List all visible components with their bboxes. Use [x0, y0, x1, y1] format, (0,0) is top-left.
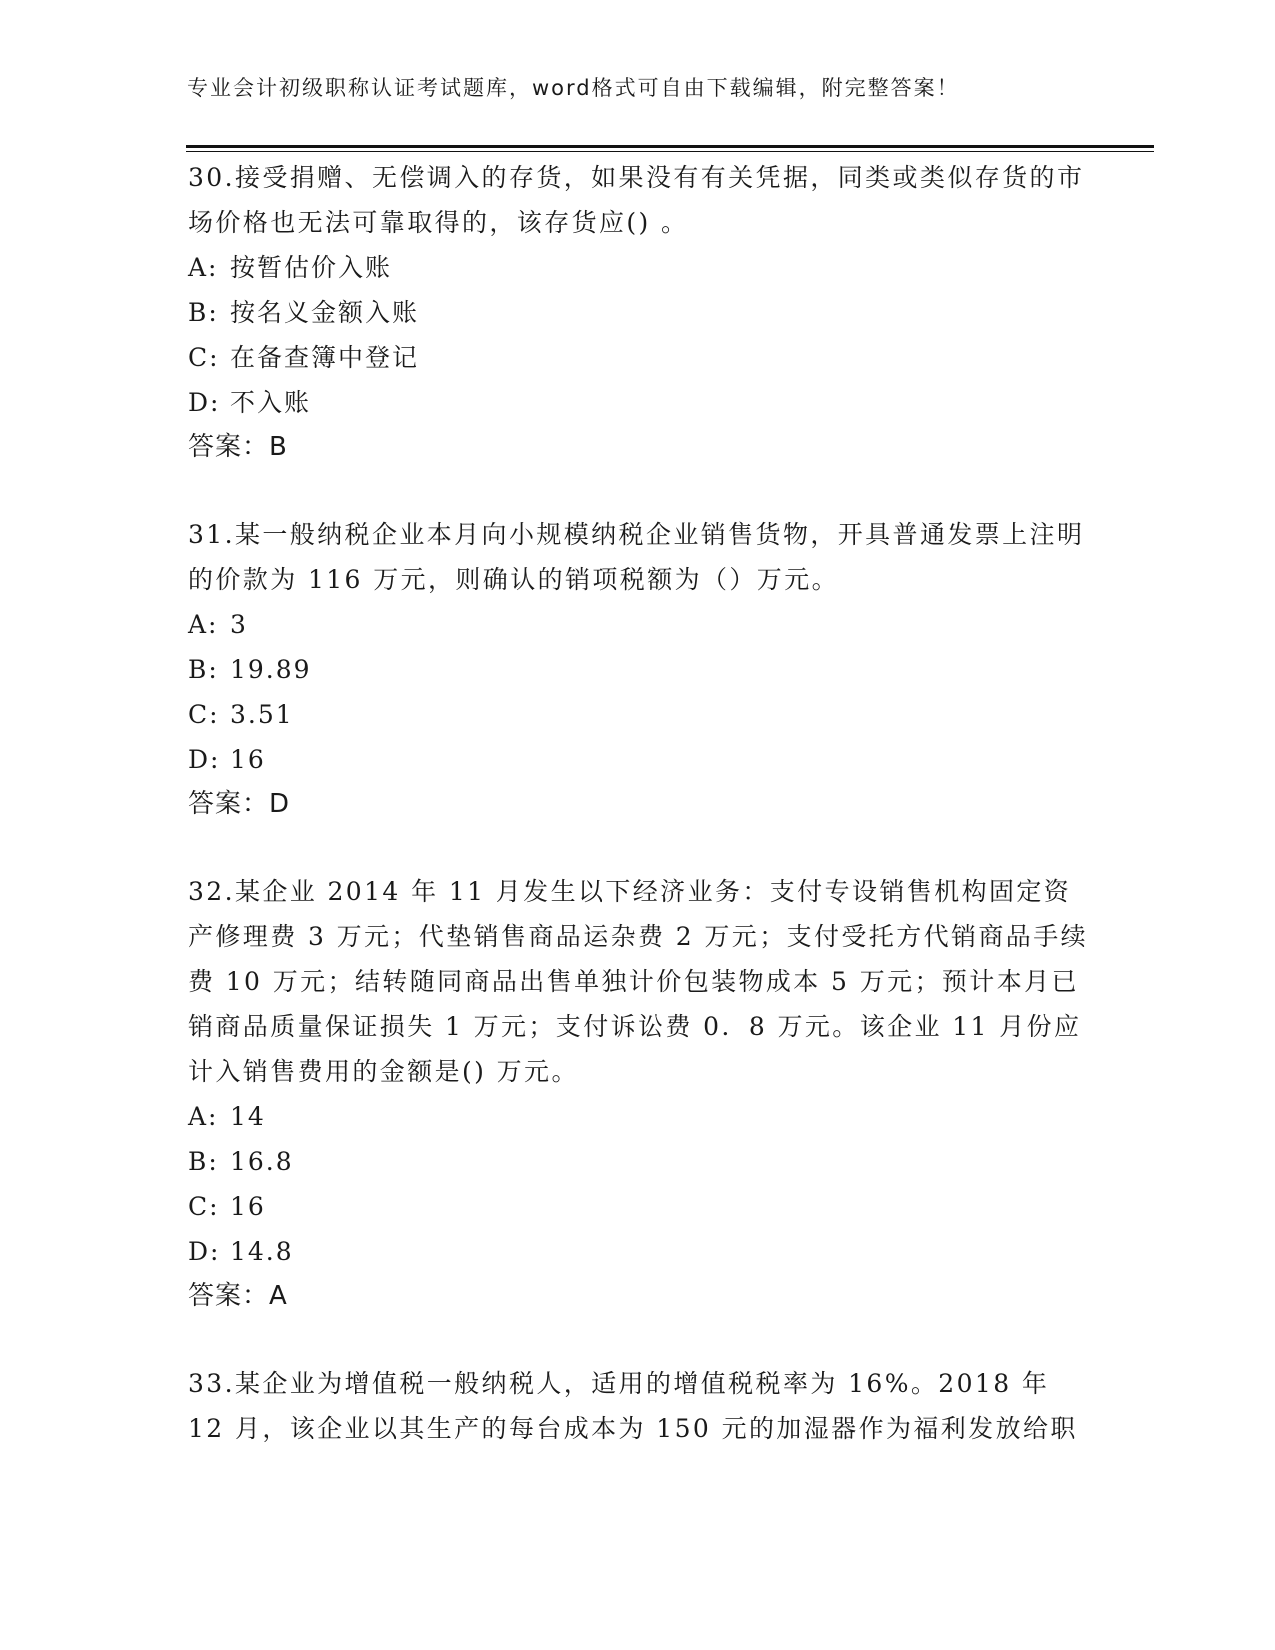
- option-d: [188, 737, 1088, 782]
- option-text: 按暂估价入账: [230, 253, 393, 282]
- header-rule-thick: [186, 145, 1154, 148]
- option-text: 16: [230, 1192, 266, 1221]
- option-key: A:: [188, 610, 219, 639]
- option-text: 不入账: [230, 388, 312, 417]
- option-text: 在备查簿中登记: [230, 343, 420, 372]
- option-key: A:: [188, 253, 219, 282]
- option-c: [188, 335, 1088, 380]
- option-key: C:: [188, 1192, 220, 1221]
- question-list: [188, 155, 1088, 1493]
- question-31: [188, 512, 1088, 827]
- question-33: [188, 1361, 1088, 1451]
- option-text: 3: [230, 610, 248, 639]
- question-stem: 33.某企业为增值税一般纳税人，适用的增值税税率为 16%。2018 年 12 月，该企业以其生产的每台成本为 150 元的加湿器作为福利发放给职: [188, 1369, 1078, 1443]
- option-text: 14.8: [230, 1237, 294, 1266]
- option-text: 按名义金额入账: [230, 298, 420, 327]
- question-stem: 31.某一般纳税企业本月向小规模纳税企业销售货物，开具普通发票上注明的价款为 116 万元，则确认的销项税额为（）万元。: [188, 520, 1085, 594]
- option-a: [188, 1094, 1088, 1139]
- option-key: B:: [188, 1147, 219, 1176]
- option-b: [188, 1139, 1088, 1184]
- option-text: 14: [230, 1102, 266, 1131]
- option-key: C:: [188, 343, 220, 372]
- option-text: 16: [230, 745, 266, 774]
- question-32: [188, 869, 1088, 1319]
- header-rule-thin: [186, 151, 1154, 152]
- option-key: A:: [188, 1102, 219, 1131]
- answer-label: 答案：A: [188, 1281, 288, 1311]
- option-key: B:: [188, 655, 219, 684]
- question-30: [188, 155, 1088, 470]
- option-a: [188, 602, 1088, 647]
- option-text: 3.51: [230, 700, 294, 729]
- option-key: D:: [188, 745, 221, 774]
- option-c: [188, 692, 1088, 737]
- option-d: [188, 380, 1088, 425]
- document-header: 专业会计初级职称认证考试题库，word格式可自由下载编辑，附完整答案！: [187, 76, 960, 100]
- option-b: [188, 647, 1088, 692]
- option-key: D:: [188, 1237, 221, 1266]
- answer-label: 答案：D: [188, 789, 291, 819]
- answer-label: 答案：B: [188, 432, 288, 462]
- option-c: [188, 1184, 1088, 1229]
- option-text: 16.8: [230, 1147, 294, 1176]
- option-key: B:: [188, 298, 219, 327]
- option-b: [188, 290, 1088, 335]
- option-d: [188, 1229, 1088, 1274]
- option-a: [188, 245, 1088, 290]
- option-key: D:: [188, 388, 221, 417]
- question-stem: 32.某企业 2014 年 11 月发生以下经济业务：支付专设销售机构固定资产修理费 3 万元；代垫销售商品运杂费 2 万元；支付受托方代销商品手续费 10 万元；结转随同商品出售单独计价包装物成本 5 万元；预计本月已销商品质量保证损失 1 万元；支付诉讼费 0．8 万元。该企业 11 月份应计入销售费用的金额是() 万元。: [188, 877, 1089, 1086]
- question-stem: 30.接受捐赠、无偿调入的存货，如果没有有关凭据，同类或类似存货的市场价格也无法可靠取得的，该存货应() 。: [188, 163, 1085, 237]
- option-text: 19.89: [230, 655, 312, 684]
- option-key: C:: [188, 700, 220, 729]
